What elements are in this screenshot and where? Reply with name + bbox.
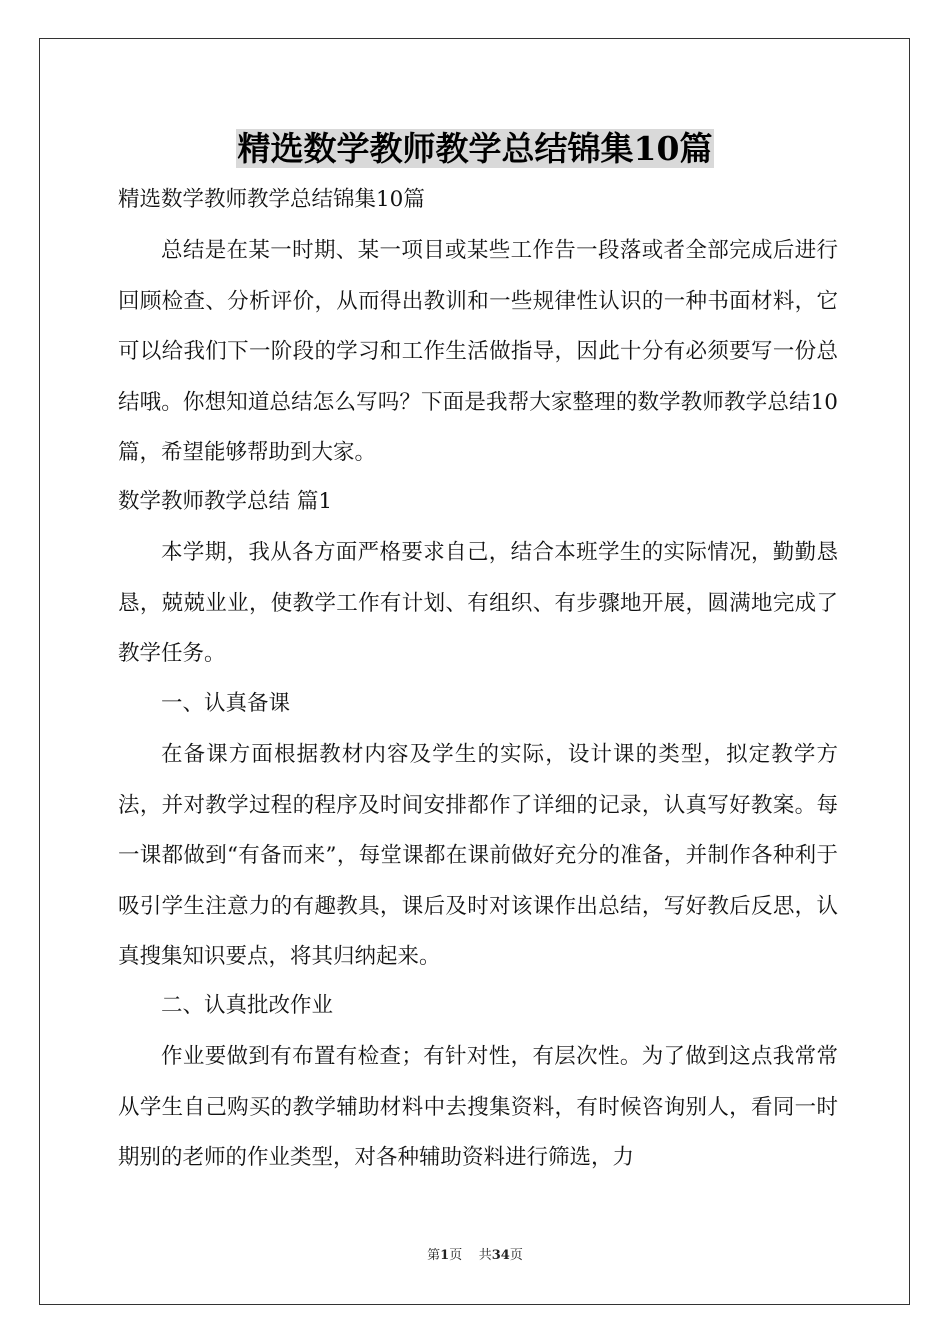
page-prefix: 第 <box>427 1248 441 1263</box>
subsection-heading-2: 二、认真批改作业 <box>161 993 334 1018</box>
page-footer <box>0 1246 950 1266</box>
section-paragraph: 本学期，我从各方面严格要求自己，结合本班学生的实际情况，勤勤恳恳，兢兢业业，使教学工作有计划、有组织、有步骤地开展，圆满地完成了教学任务。 <box>118 540 838 666</box>
subsection-heading-1: 一、认真备课 <box>161 691 291 716</box>
intro-paragraph: 总结是在某一时期、某一项目或某些工作告一段落或者全部完成后进行回顾检查、分析评价，从而得出教训和一些规律性认识的一种书面材料，它可以给我们下一阶段的学习和工作生活做指导，因此十分有必须要写一份总结哦。你想知道总结怎么写吗？下面是我帮大家整理的数学教师教学总结10篇，希望能够帮助到大家。 <box>118 238 838 465</box>
total-count: 34 <box>491 1248 510 1263</box>
page-number <box>427 1248 462 1263</box>
section-heading: 数学教师教学总结 篇1 <box>118 489 333 514</box>
total-prefix: 共 <box>478 1248 492 1263</box>
page-suffix: 页 <box>449 1248 463 1263</box>
subsection-paragraph-2: 作业要做到有布置有检查；有针对性，有层次性。为了做到这点我常常从学生自己购买的教学辅助材料中去搜集资料，有时候咨询别人，看同一时期别的老师的作业类型，对各种辅助资料进行筛选，力 <box>118 1044 838 1170</box>
page-current: 1 <box>440 1248 450 1263</box>
document-subtitle: 精选数学教师教学总结锦集10篇 <box>118 187 425 212</box>
total-suffix: 页 <box>509 1248 523 1263</box>
document-title-text: 精选数学教师教学总结锦集10篇 <box>237 129 713 168</box>
subsection-paragraph-1: 在备课方面根据教材内容及学生的实际，设计课的类型，拟定教学方法，并对教学过程的程序及时间安排都作了详细的记录，认真写好教案。每一课都做到“有备而来”，每堂课都在课前做好充分的准备，并制作各种利于吸引学生注意力的有趣教具，课后及时对该课作出总结，写好教后反思，认真搜集知识要点，将其归纳起来。 <box>118 742 838 969</box>
document-title <box>0 124 950 174</box>
page-total <box>479 1248 523 1263</box>
